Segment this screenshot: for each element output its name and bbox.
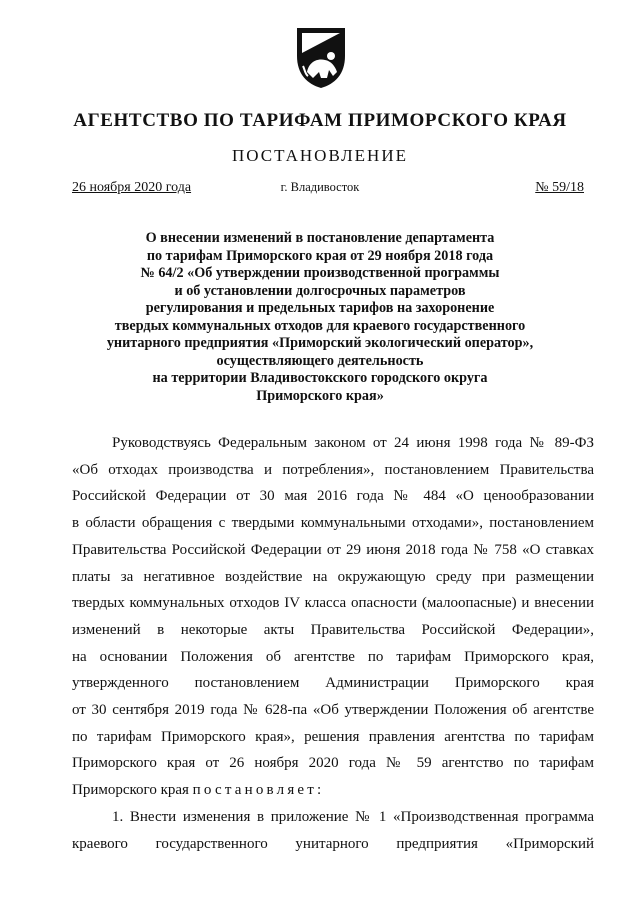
body-line: Приморского края от 26 ноября 2020 года № 59 агентство по тарифам (72, 755, 594, 772)
body-line: от 30 сентября 2019 года № 628-па «Об утверждении Положения об агентстве (72, 702, 594, 719)
agency-name: АГЕНТСТВО ПО ТАРИФАМ ПРИМОРСКОГО КРАЯ (73, 110, 567, 131)
item-1-line: краевого государственного унитарного предприятия «Приморский (72, 835, 594, 852)
title-line: № 64/2 «Об утверждении производственной программы (140, 265, 500, 281)
body-line: на основании Положения об агентстве по тарифам Приморского края, (72, 648, 594, 665)
body-line: изменений в некоторые акты Правительства Российской Федерации», (72, 621, 594, 638)
body-line-final (72, 777, 594, 804)
title-line: на территории Владивостокского городского округа (152, 370, 488, 386)
body-line: твердых коммунальных отходов IV класса опасности (малоопасные) и внесении (72, 595, 594, 612)
resolves-word: постановляет: (192, 782, 325, 799)
title-line: регулирования и предельных тарифов на захоронение (145, 300, 495, 316)
item-1-line: 1. Внести изменения в приложение № 1 «Производственная программа (112, 808, 594, 825)
document-date: 26 ноября 2020 года (72, 180, 192, 195)
body-line: по тарифам Приморского края», решения правления агентства по тарифам (72, 728, 594, 745)
resolution-title (60, 230, 580, 405)
resolution-body (72, 430, 594, 857)
title-line: Приморского края» (256, 387, 384, 404)
title-line: по тарифам Приморского края от 29 ноября 2018 года (146, 247, 494, 264)
body-line: «Об отходах производства и потребления», постановлением Правительства (72, 461, 594, 478)
document-city: г. Владивосток (280, 180, 360, 194)
document-number: № 59/18 (535, 180, 584, 195)
body-line: платы за негативное воздействие на окружающую среду при размещении (72, 568, 594, 585)
coat-of-arms-emblem (293, 26, 349, 90)
body-line: Правительства Российской Федерации от 29 июня 2018 года № 758 «О ставках (72, 541, 594, 558)
body-line: в области обращения с твердыми коммунальными отходами», постановлением (72, 515, 594, 532)
body-line: Руководствуясь Федеральным законом от 24 июня 1998 года № 89-ФЗ (112, 435, 594, 451)
title-line: осуществляющего деятельность (216, 352, 424, 369)
title-line: твердых коммунальных отходов для краевого государственного (114, 317, 526, 334)
body-line-prefix: Приморского края (72, 782, 193, 799)
title-line: О внесении изменений в постановление департамента (145, 230, 495, 246)
body-line: утвержденного постановлением Администрации Приморского края (72, 675, 594, 692)
body-line: Российской Федерации от 30 мая 2016 года № 484 «О ценообразовании (72, 488, 594, 505)
title-line: унитарного предприятия «Приморский экологический оператор», (106, 335, 534, 351)
title-line: и об установлении долгосрочных параметров (174, 282, 466, 299)
document-type: ПОСТАНОВЛЕНИЕ (231, 146, 408, 165)
